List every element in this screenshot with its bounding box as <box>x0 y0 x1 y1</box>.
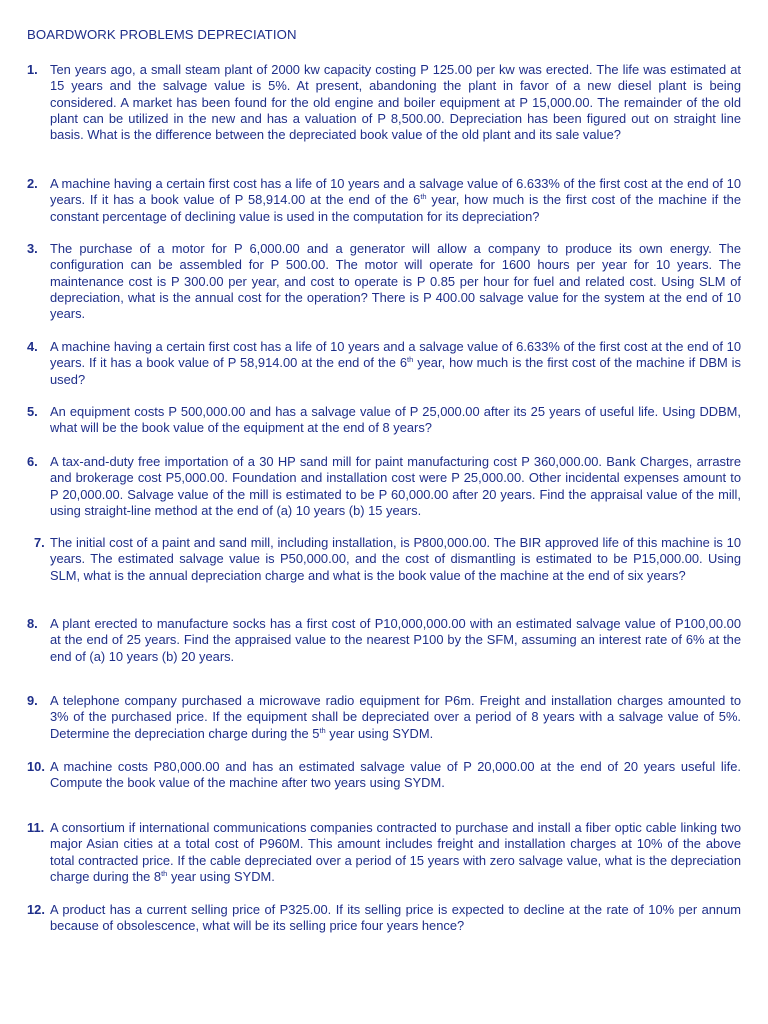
problem-2 <box>27 176 741 225</box>
problem-text: A tax-and-duty free importation of a 30 HP sand mill for paint manufacturing cost P 360,000.00. Bank Charges, arrastre and brokerage cost P5,000.00. Foundation and installation cost were P 25,000.00. Other incidental expenses amount to P 20,000.00. Salvage value of the mill is estimated to be P 60,000.00 after 20 years. Find the appraisal value of the mill, using straight-line method at the end of (a) 10 years (b) 15 years. <box>50 454 741 518</box>
problem-text: A machine having a certain first cost has a life of 10 years and a salvage value of 6.633% of the first cost at the end of 10 years. If it has a book value of P 58,914.00 at the end of the 6th year, how much is the first cost of the machine if the constant percentage of declining value is used in the computation for its depreciation? <box>50 176 741 224</box>
problem-10 <box>27 759 741 792</box>
problem-5 <box>27 404 741 437</box>
page-title: BOARDWORK PROBLEMS DEPRECIATION <box>27 27 297 42</box>
problem-text: A product has a current selling price of P325.00. If its selling price is expected to decline at the rate of 10% per annum because of obsolescence, what will be its selling price four years hence? <box>50 902 741 934</box>
problem-number: 1. <box>27 62 38 77</box>
problem-text: A machine having a certain first cost has a life of 10 years and a salvage value of 6.633% of the first cost at the end of 10 years. If it has a book value of P 58,914.00 at the end of the 6th year, how much is the first cost of the machine if DBM is used? <box>50 339 741 387</box>
problem-text: A telephone company purchased a microwave radio equipment for P6m. Freight and installation charges amounted to 3% of the purchased price. If the equipment shall be depreciated over a period of 8 years with a salvage value of 5%. Determine the depreciation charge during the 5th year using SYDM. <box>50 693 741 741</box>
problem-11 <box>27 820 741 885</box>
problem-8 <box>27 616 741 665</box>
problem-number: 3. <box>27 241 38 256</box>
problem-number: 2. <box>27 176 38 191</box>
problem-3 <box>27 241 741 322</box>
problem-12 <box>27 902 741 935</box>
problem-number: 9. <box>27 693 38 708</box>
problem-text: A machine costs P80,000.00 and has an estimated salvage value of P 20,000.00 at the end of 20 years useful life. Compute the book value of the machine after two years using SYDM. <box>50 759 741 791</box>
problem-number: 10. <box>27 759 45 774</box>
problem-9 <box>27 693 741 742</box>
problem-text: A plant erected to manufacture socks has a first cost of P10,000,000.00 with an estimated salvage value of P100,00.00 at the end of 25 years. Find the appraised value to the nearest P100 by the SFM, assuming an interest rate of 6% at the end of (a) 10 years (b) 20 years. <box>50 616 741 664</box>
problem-4 <box>27 339 741 388</box>
problem-number: 5. <box>27 404 38 419</box>
problem-number: 11. <box>27 820 45 835</box>
problem-number: 12. <box>27 902 45 917</box>
problem-1 <box>27 62 741 143</box>
problem-text: Ten years ago, a small steam plant of 2000 kw capacity costing P 125.00 per kw was erected. The life was estimated at 15 years and the salvage value is 5%. At present, abandoning the plant in favor of a new diesel plant is being considered. A market has been found for the old engine and boiler equipment at P 15,000.00. The remainder of the old plant can be utilized in the new and has a valuation of P 8,500.00. Depreciation has been figured out on straight line basis. What is the difference between the depreciated book value of the old plant and its sale value? <box>50 62 741 143</box>
problem-text: A consortium if international communications companies contracted to purchase and install a fiber optic cable linking two major Asian cities at a total cost of P960M. This amount includes freight and installation charges at 10% of the above total contracted price. If the cable depreciated over a period of 15 years with zero salvage value, what is the depreciation charge during the 8th year using SYDM. <box>50 820 741 884</box>
problem-6 <box>27 454 741 519</box>
problem-number: 4. <box>27 339 38 354</box>
problem-number: 7. <box>34 535 45 550</box>
problem-number: 6. <box>27 454 38 469</box>
problem-7 <box>27 535 741 584</box>
problem-text: An equipment costs P 500,000.00 and has a salvage value of P 25,000.00 after its 25 years of useful life. Using DDBM, what will be the book value of the equipment at the end of 8 years? <box>50 404 741 436</box>
problem-text: The purchase of a motor for P 6,000.00 and a generator will allow a company to produce its own energy. The configuration can be assembled for P 500.00. The motor will operate for 1600 hours per year for 10 years. The maintenance cost is P 300.00 per year, and cost to operate is P 0.85 per hour for fuel and related cost. Using SLM of depreciation, what is the annual cost for the operation? There is P 400.00 salvage value for the system at the end of 10 years. <box>50 241 741 322</box>
problem-number: 8. <box>27 616 38 631</box>
problem-text: The initial cost of a paint and sand mill, including installation, is P800,000.00. The BIR approved life of this machine is 10 years. The estimated salvage value is P50,000.00, and the cost of dismantling is estimated to be P15,000.00. Using SLM, what is the annual depreciation charge and what is the book value of the machine at the end of six years? <box>50 535 741 583</box>
